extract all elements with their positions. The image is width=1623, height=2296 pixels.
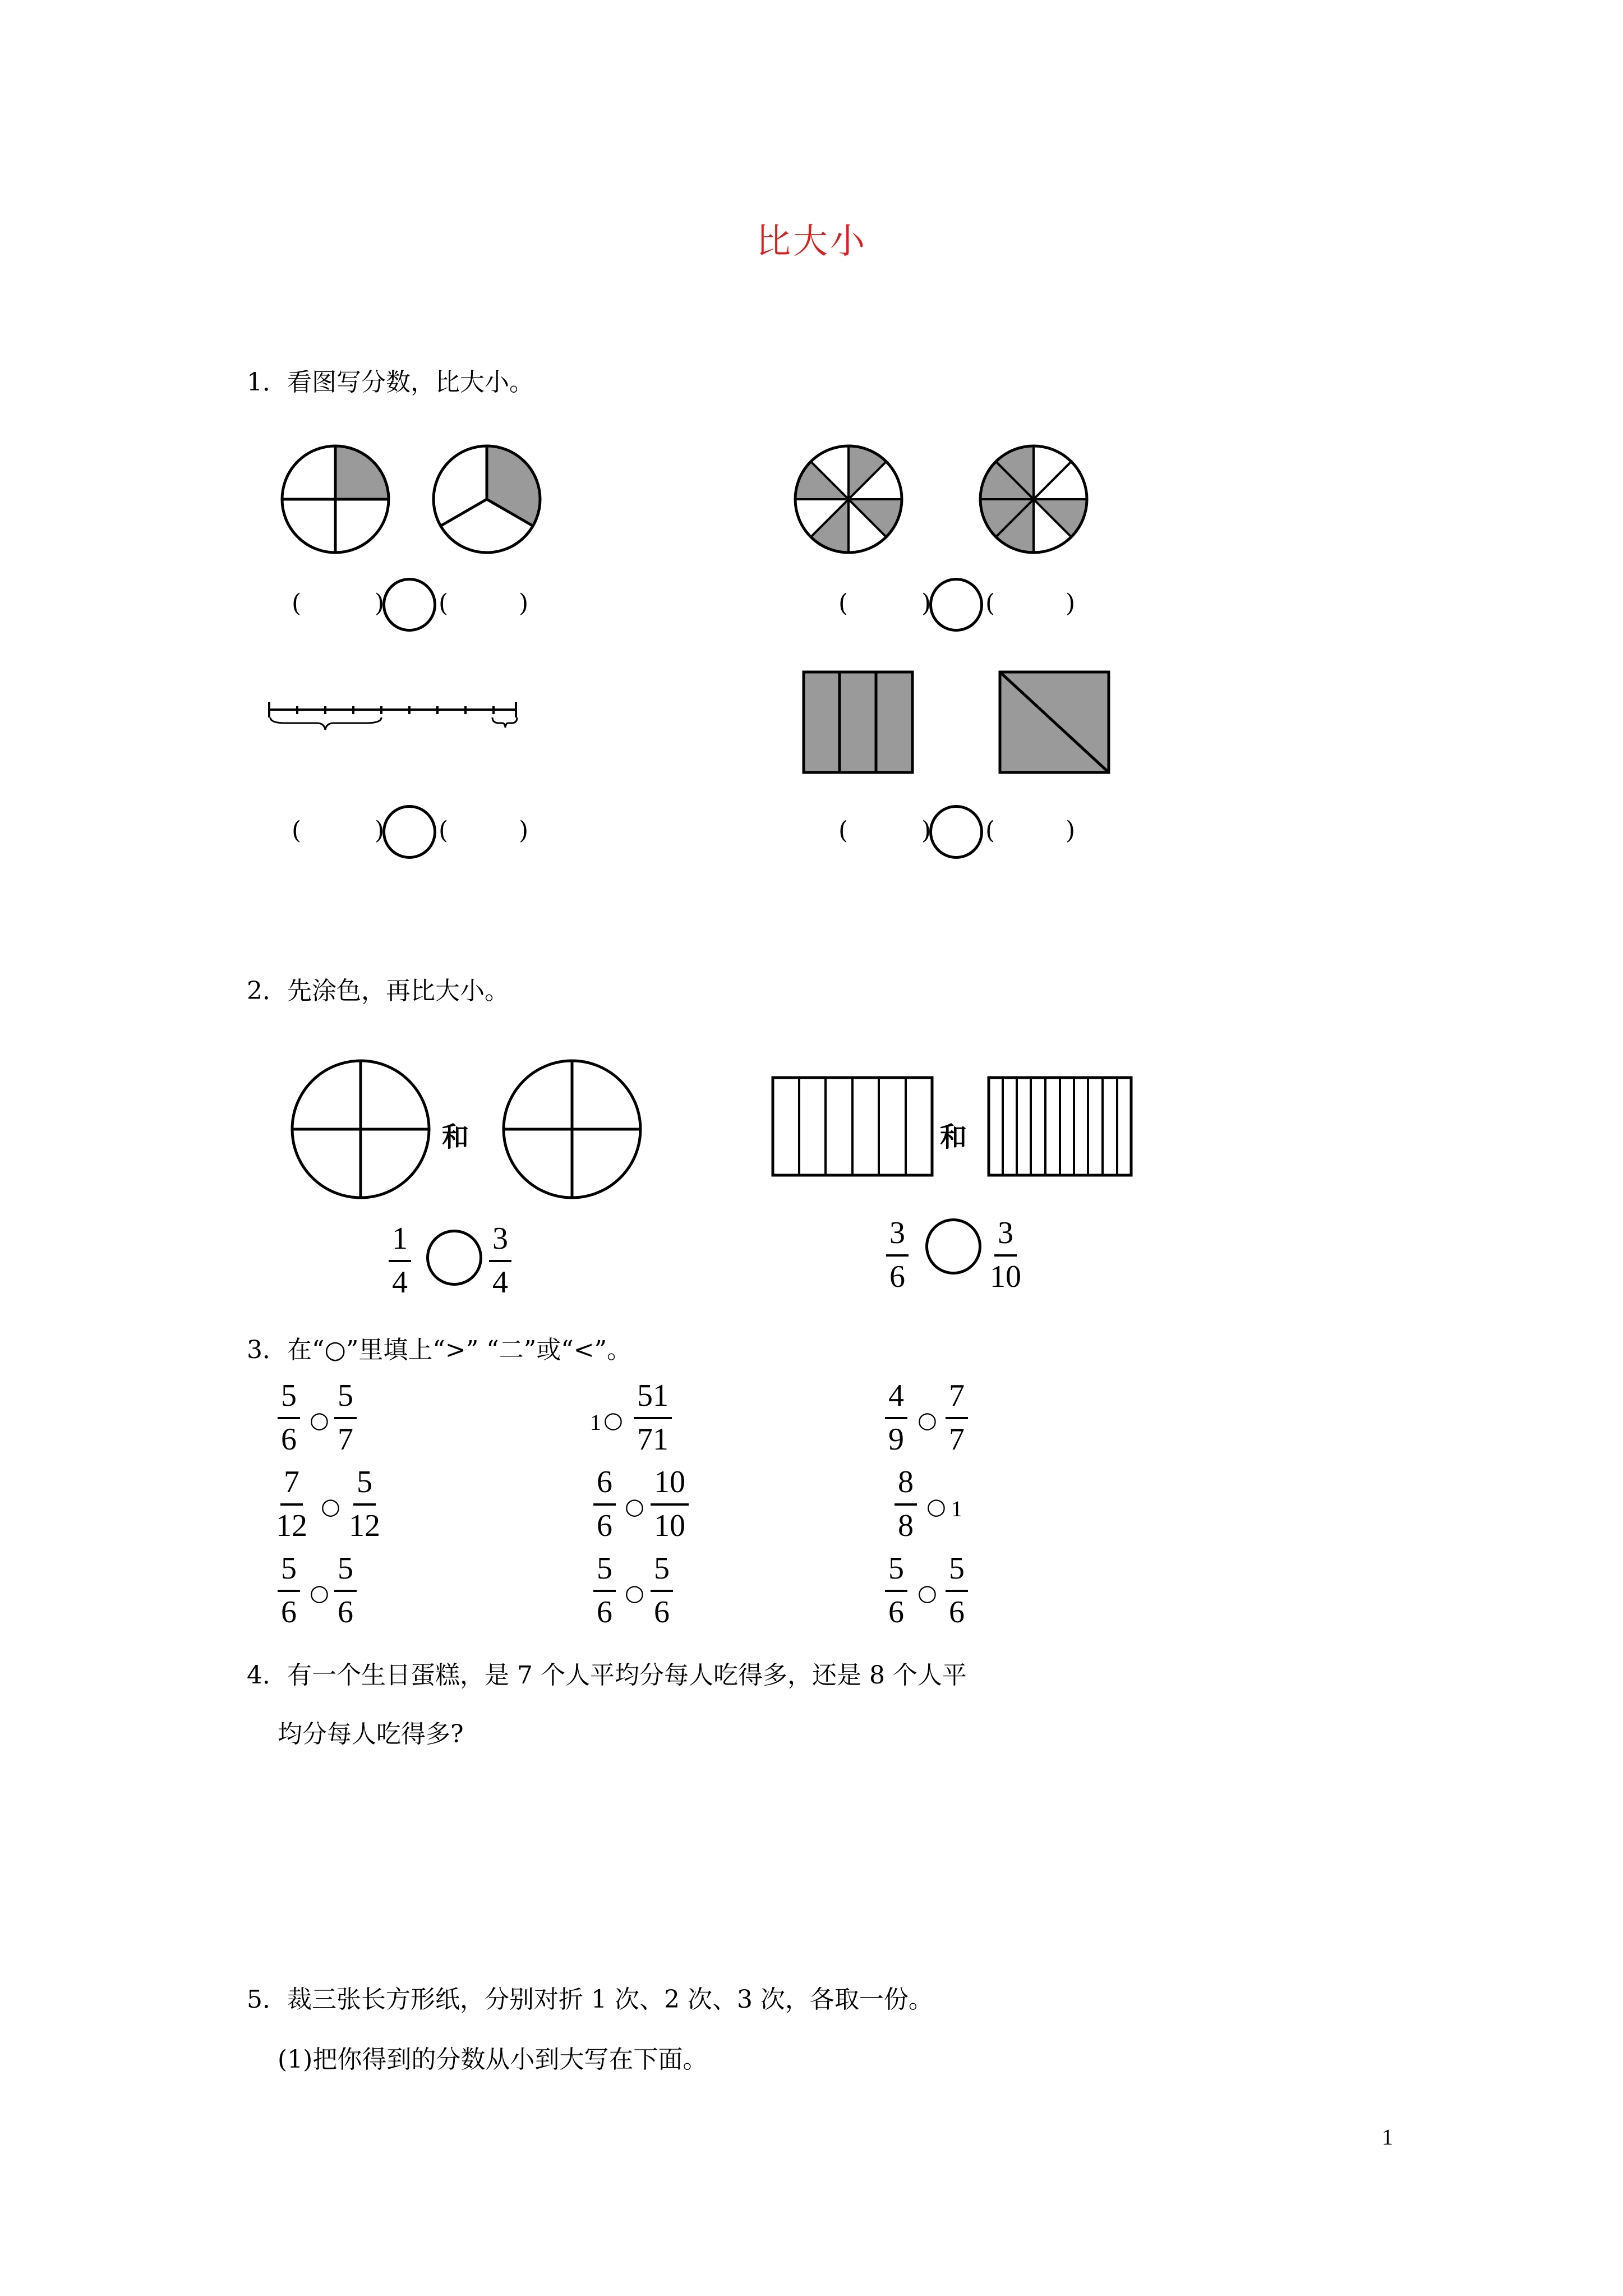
q1-circle-eighths-a (792, 443, 905, 555)
q3-compare-circle[interactable]: ○ (625, 1580, 644, 1606)
q3-fraction (334, 1553, 357, 1628)
q2-rect-sixths[interactable] (771, 1076, 934, 1177)
q2-circle-right[interactable] (500, 1057, 644, 1201)
fraction-denominator: 6 (949, 1595, 965, 1630)
q3-compare-circle[interactable]: ○ (321, 1494, 340, 1520)
q1-blank-left-close: ) (375, 816, 385, 845)
q2-compare-circle[interactable] (925, 1218, 981, 1274)
q1-number-line (264, 698, 522, 743)
q1-compare-circle[interactable] (929, 578, 983, 632)
fraction-denominator: 4 (492, 1265, 508, 1300)
q3-compare-circle[interactable]: ○ (603, 1407, 623, 1433)
q3-fraction (593, 1553, 616, 1628)
q3-fraction (885, 1380, 907, 1455)
q1-compare-circle[interactable] (382, 578, 436, 632)
q1-circle-quarters (279, 443, 391, 555)
fraction-numerator: 5 (593, 1553, 616, 1592)
q2-compare-circle[interactable] (426, 1230, 482, 1286)
q1-circle-eighths-b (978, 443, 1090, 555)
q3-fraction (593, 1466, 616, 1542)
q2-connector-he: 和 (442, 1121, 469, 1153)
fraction-denominator: 71 (637, 1422, 668, 1457)
q1-blank-left-open: ( (838, 816, 849, 845)
q1-compare-circle[interactable] (929, 805, 983, 859)
q3-fraction (946, 1380, 968, 1455)
q1-blank-right-open: ( (985, 816, 995, 845)
q3-compare-circle[interactable]: ○ (310, 1580, 329, 1606)
fraction-denominator: 6 (281, 1422, 297, 1457)
fraction-numerator: 5 (353, 1466, 376, 1506)
q3-compare-circle[interactable]: ○ (917, 1580, 937, 1606)
q2-rect-tenths[interactable] (987, 1076, 1133, 1177)
fraction-numerator: 6 (593, 1466, 616, 1506)
fraction-denominator: 7 (338, 1422, 353, 1457)
fraction-denominator: 10 (990, 1259, 1021, 1294)
q1-blank-right-open: ( (439, 589, 449, 618)
fraction-denominator: 6 (281, 1595, 297, 1630)
fraction-numerator: 1 (389, 1223, 411, 1262)
fraction-numerator: 5 (651, 1553, 673, 1592)
fraction-numerator: 5 (334, 1380, 357, 1419)
fraction-denominator: 6 (888, 1595, 904, 1630)
q1-blank-right-open: ( (985, 589, 995, 618)
q3-fraction (651, 1466, 689, 1542)
fraction-numerator: 5 (278, 1380, 300, 1419)
q1-blank-right-close: ) (519, 816, 529, 845)
fraction-numerator: 5 (334, 1553, 357, 1592)
fraction-denominator: 6 (338, 1595, 353, 1630)
fraction-denominator: 6 (597, 1508, 612, 1543)
q3-compare-circle[interactable]: ○ (917, 1407, 937, 1433)
question-4-text: 4．有一个生日蛋糕，是 7 个人平均分每人吃得多，还是 8 个人平 (247, 1661, 967, 1690)
page-number: 1 (1382, 2124, 1393, 2150)
q1-blank-left-close: ) (921, 816, 932, 845)
fraction-numerator: 51 (634, 1380, 672, 1419)
fraction-numerator: 3 (489, 1223, 511, 1262)
q3-fraction (885, 1553, 907, 1628)
q1-blank-left-close: ) (375, 589, 385, 618)
fraction-numerator: 5 (946, 1553, 968, 1592)
q2-connector-he: 和 (940, 1121, 967, 1153)
fraction-denominator: 4 (392, 1265, 408, 1300)
q3-fraction (651, 1553, 673, 1628)
q1-compare-circle[interactable] (382, 805, 436, 859)
q1-circle-thirds (431, 443, 543, 555)
fraction-denominator: 6 (889, 1259, 905, 1294)
q1-blank-left-close: ) (921, 589, 932, 618)
q3-fraction (276, 1466, 307, 1542)
fraction-numerator: 10 (651, 1466, 689, 1506)
question-3-text: 3．在“○”里填上“>” “二”或“<”。 (247, 1336, 632, 1364)
q2-fraction (489, 1223, 511, 1298)
q1-blank-left-open: ( (292, 589, 302, 618)
fraction-denominator: 9 (888, 1422, 904, 1457)
q3-whole-number: 1 (951, 1496, 962, 1521)
q1-blank-right-open: ( (439, 816, 449, 845)
fraction-numerator: 7 (280, 1466, 303, 1506)
fraction-denominator: 8 (898, 1508, 914, 1543)
question-5-text: 5．裁三张长方形纸，分别对折 1 次、2 次、3 次，各取一份。 (247, 1985, 933, 2014)
fraction-denominator: 6 (654, 1595, 670, 1630)
question-1-text: 1．看图写分数，比大小。 (247, 368, 534, 397)
fraction-numerator: 3 (886, 1217, 909, 1257)
q2-fraction (389, 1223, 411, 1298)
q2-circle-left[interactable] (289, 1057, 432, 1201)
q3-fraction (349, 1466, 380, 1542)
fraction-denominator: 12 (276, 1508, 307, 1543)
fraction-denominator: 6 (597, 1595, 612, 1630)
q2-fraction (990, 1217, 1021, 1292)
q1-rect-diagonal (998, 670, 1110, 774)
q3-fraction (634, 1380, 672, 1455)
q1-blank-right-close: ) (1066, 589, 1076, 618)
fraction-numerator: 4 (885, 1380, 907, 1419)
fraction-denominator: 10 (654, 1508, 685, 1543)
fraction-numerator: 5 (885, 1553, 907, 1592)
q3-fraction (278, 1380, 300, 1455)
q3-whole-number: 1 (590, 1410, 601, 1435)
q3-fraction (278, 1553, 300, 1628)
q3-fraction (334, 1380, 357, 1455)
fraction-numerator: 8 (895, 1466, 917, 1506)
q1-blank-left-open: ( (292, 816, 302, 845)
q3-compare-circle[interactable]: ○ (625, 1494, 644, 1520)
question-2-text: 2．先涂色，再比大小。 (247, 977, 509, 1005)
fraction-numerator: 3 (994, 1217, 1017, 1257)
page-title: 比大小 (755, 220, 867, 261)
fraction-denominator: 7 (949, 1422, 965, 1457)
q3-fraction (895, 1466, 917, 1542)
fraction-denominator: 12 (349, 1508, 380, 1543)
fraction-numerator: 7 (946, 1380, 968, 1419)
q1-blank-right-close: ) (519, 589, 529, 618)
q1-rect-thirds (802, 670, 914, 774)
q3-compare-circle[interactable]: ○ (310, 1407, 329, 1433)
fraction-numerator: 5 (278, 1553, 300, 1592)
q1-blank-left-open: ( (838, 589, 849, 618)
q3-fraction (946, 1553, 968, 1628)
q3-compare-circle[interactable]: ○ (926, 1494, 946, 1520)
q2-fraction (886, 1217, 909, 1292)
question-5-subquestion-1: (1)把你得到的分数从小到大写在下面。 (278, 2045, 708, 2074)
q1-blank-right-close: ) (1066, 816, 1076, 845)
question-4-text-continued: 均分每人吃得多? (278, 1720, 464, 1749)
